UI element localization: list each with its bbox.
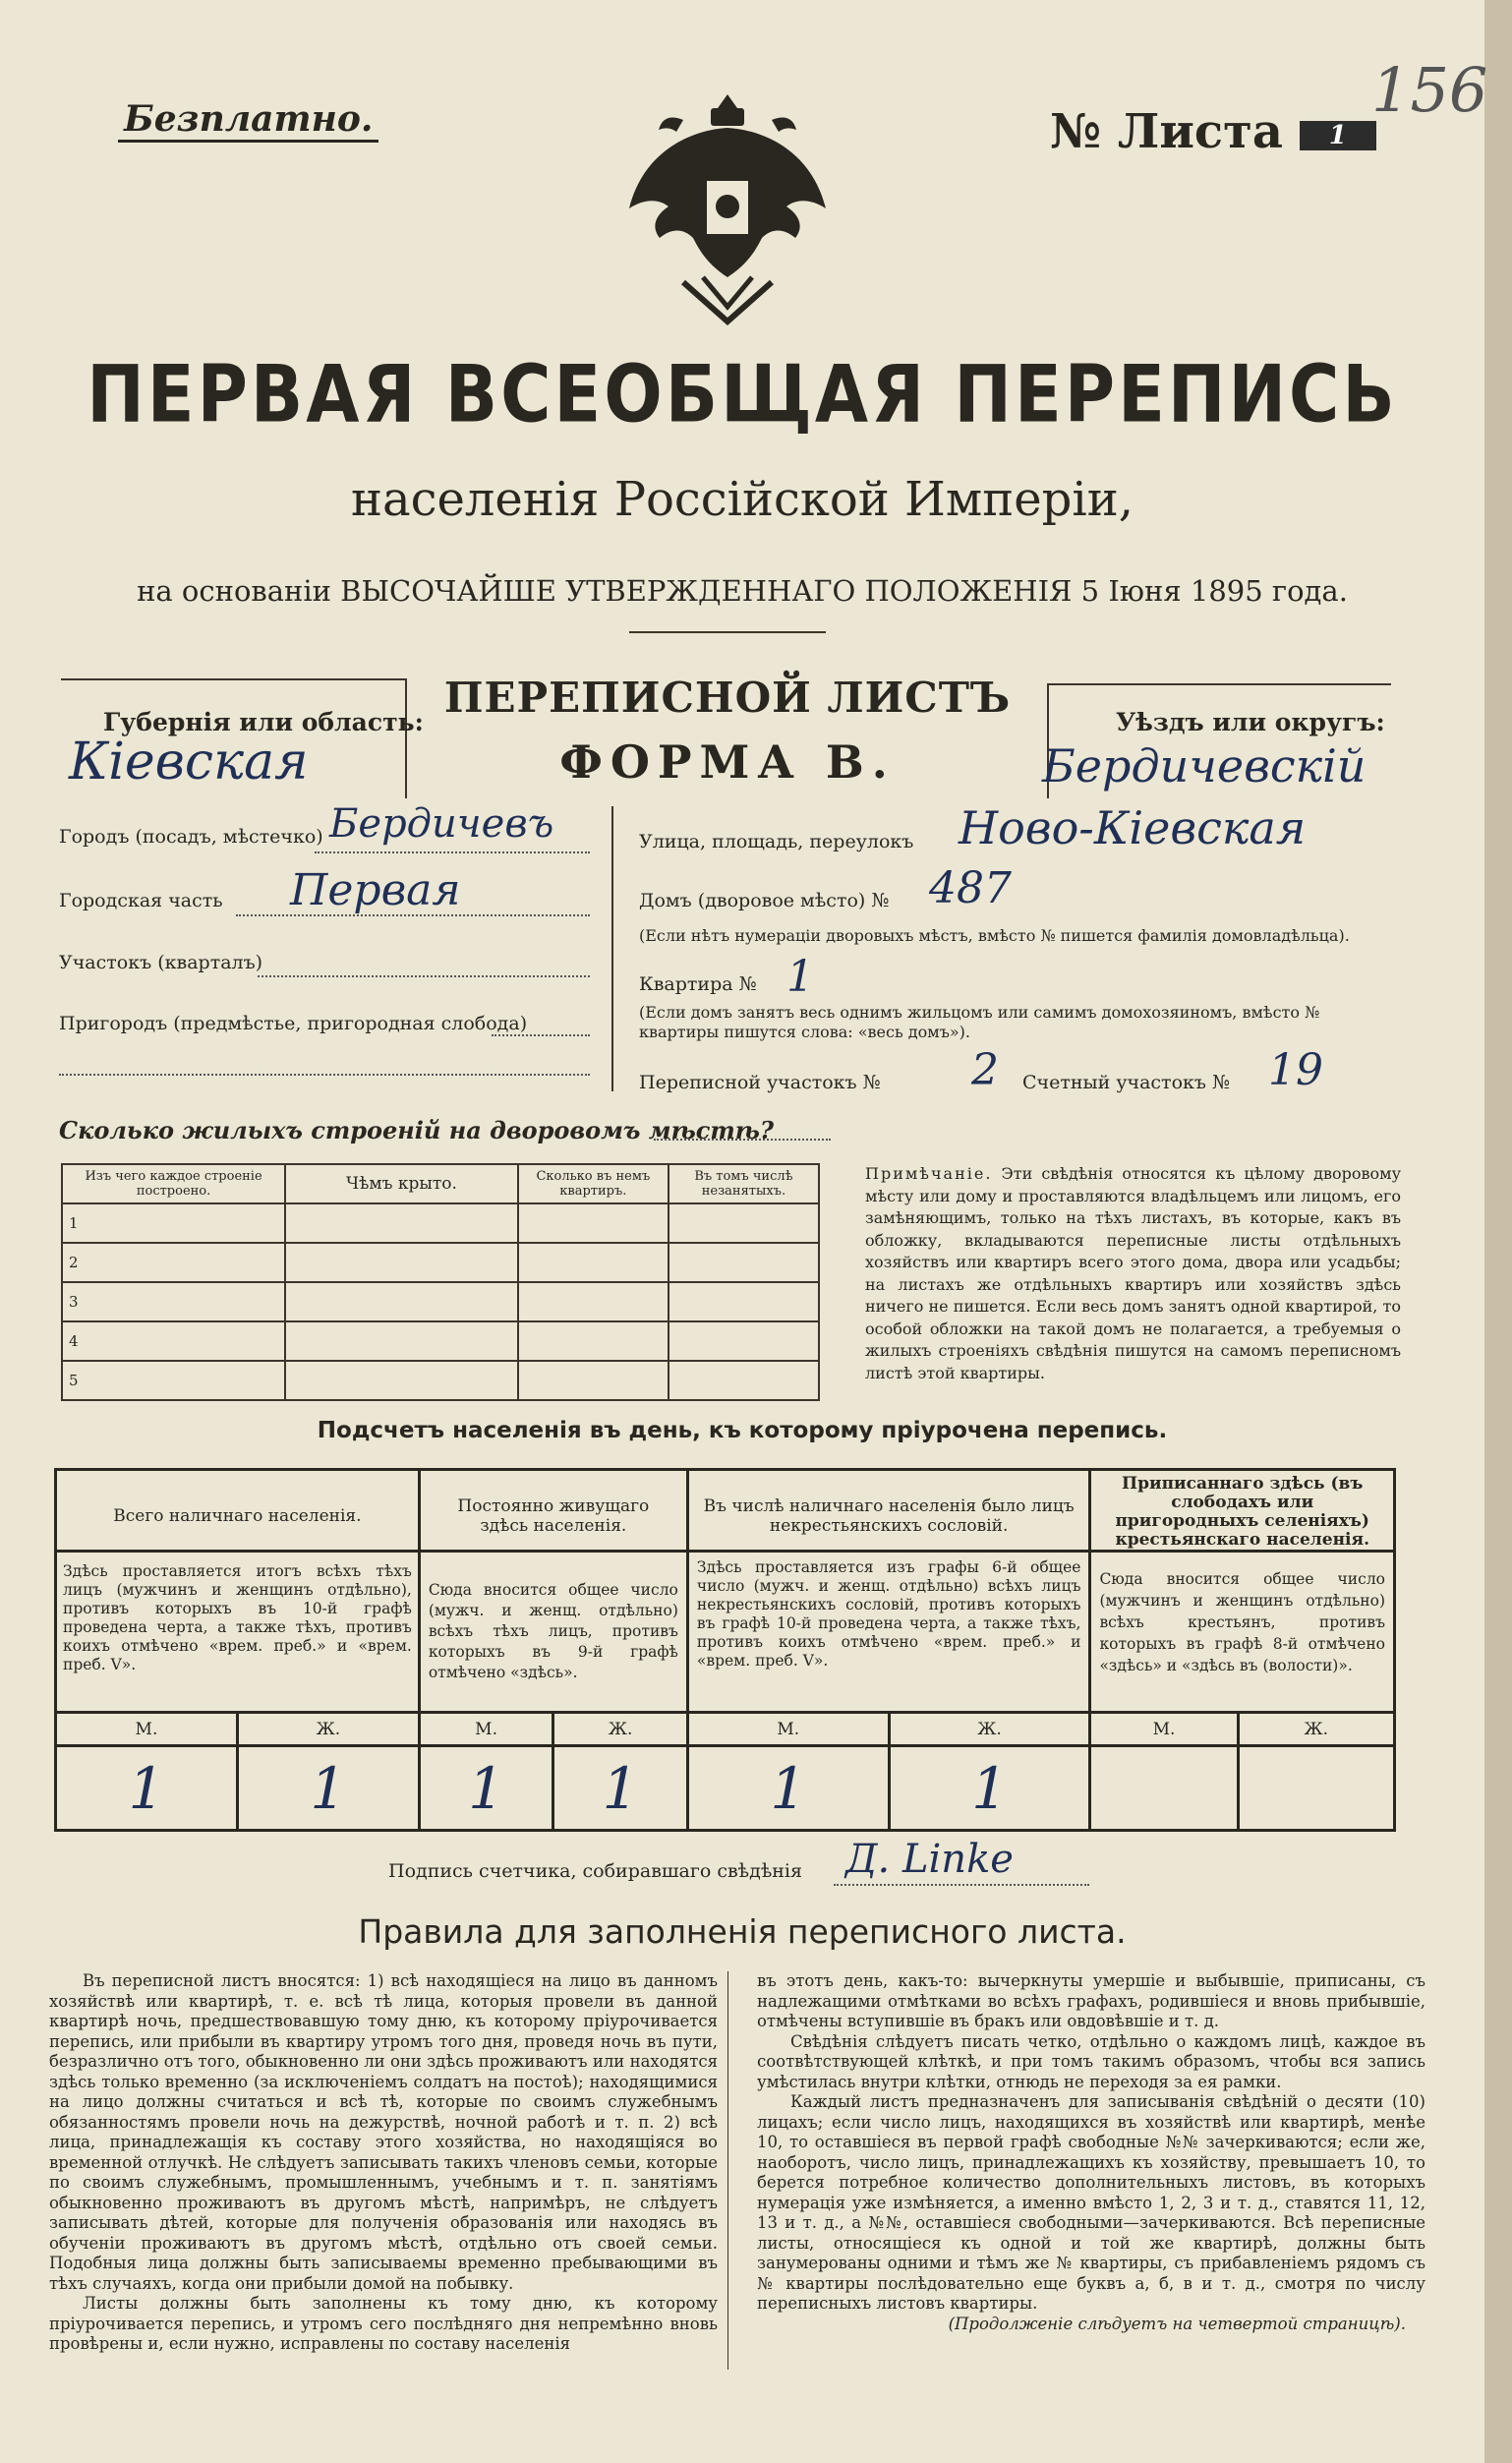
buildings-row: 3 bbox=[62, 1282, 285, 1321]
house-value: 487 bbox=[929, 863, 1012, 913]
col-apartments: Сколько въ немъ квартиръ. bbox=[518, 1164, 669, 1203]
total-male: 1 bbox=[56, 1746, 238, 1831]
col-uninhabited: Въ томъ числѣ незанятыхъ. bbox=[669, 1164, 819, 1203]
sheet-number-label: № Листа bbox=[1050, 104, 1283, 159]
pop-col-nonpeasant-desc: Здѣсь проставляется изъ графы 6-й общее число (мужч. и женщ. отдѣльно) всѣхъ лицъ некрестьянскихъ сословій, противъ которыхъ въ графѣ 10-й проведена черта, а также тѣхъ, противъ коихъ отмѣчено «врем. преб.» и «врем. преб. V». bbox=[687, 1552, 1090, 1713]
street-value: Ново-Кіевская bbox=[959, 801, 1307, 854]
city-label: Городъ (посадъ, мѣстечко) bbox=[59, 826, 323, 848]
peasant-male bbox=[1090, 1746, 1238, 1831]
buildings-row: 4 bbox=[62, 1321, 285, 1361]
district-label: Участокъ (кварталъ) bbox=[59, 952, 263, 973]
signature-line bbox=[834, 1884, 1089, 1886]
pop-col-total-head: Всего наличнаго населенія. bbox=[56, 1470, 420, 1552]
peasant-female bbox=[1238, 1746, 1394, 1831]
col-roof: Чѣмъ крыто. bbox=[285, 1164, 518, 1203]
population-title: Подсчетъ населенія въ день, къ которому пріурочена перепись. bbox=[317, 1418, 1168, 1443]
count-district-label: Счетный участокъ № bbox=[1022, 1072, 1230, 1093]
pop-col-nonpeasant-head: Въ числѣ наличнаго населенія было лицъ некрестьянскихъ сословій. bbox=[687, 1470, 1090, 1552]
part-line bbox=[236, 914, 590, 916]
suburb-line-2 bbox=[59, 1074, 590, 1076]
district-line bbox=[258, 975, 590, 977]
address-divider bbox=[611, 806, 613, 1091]
buildings-row: 1 bbox=[62, 1203, 285, 1243]
subtitle: населенія Россійской Имперіи, bbox=[351, 472, 1134, 527]
gubernia-value: Кіевская bbox=[69, 733, 309, 792]
pop-col-permanent-desc: Сюда вносится общее число (мужч. и женщ. отдѣльно) всѣхъ тѣхъ лицъ, противъ которыхъ въ 9-й графѣ отмѣчено «здѣсь». bbox=[419, 1552, 687, 1713]
part-value: Первая bbox=[290, 865, 461, 915]
sheet-number-value: 1 bbox=[1300, 121, 1376, 150]
nonpeasant-female: 1 bbox=[889, 1746, 1090, 1831]
uezd-label: Уѣздъ или округъ: bbox=[1116, 708, 1385, 736]
archive-number: 156 bbox=[1371, 54, 1488, 126]
title-divider bbox=[629, 631, 826, 633]
census-district-label: Переписной участокъ № bbox=[639, 1072, 881, 1093]
rules-title: Правила для заполненія переписного листа. bbox=[358, 1912, 1127, 1951]
apt-note: (Если домъ занятъ весь однимъ жильцомъ или самимъ домохозяиномъ, вмѣсто № квартиры пишутся слова: «весь домъ»). bbox=[639, 1003, 1320, 1041]
rules-right-p3: Каждый листъ предназначенъ для записыванія свѣдѣній о десяти (10) лицахъ; если число лицъ, находящихся въ хозяйствѣ или квартирѣ, менѣе 10, то оставшіеся въ первой графѣ свободные №№ зачеркиваются; если же, наоборотъ, число лицъ, принадлежащихъ къ хозяйству, превышаетъ 10, то берется потребное количество дополнительныхъ листовъ, въ которыхъ нумерація уже измѣняется, а именно вмѣсто 1, 2, 3 и т. д., ставятся 11, 12, 13 и т. д., а №№, оставшіеся свободными—зачеркиваются. Всѣ переписные листы, относящіеся къ одной и той же квартирѣ, должны быть занумерованы одними и тѣмъ же № квартиры, съ прибавленіемъ рядомъ съ № квартиры послѣдовательно еще буквъ а, б, в и т. д., смотря по числу переписныхъ листовъ квартиры. bbox=[757, 2092, 1425, 2313]
imperial-eagle-icon bbox=[624, 90, 831, 326]
uezd-top-rule bbox=[1047, 683, 1391, 685]
house-note: (Если нѣтъ нумераціи дворовыхъ мѣстъ, вмѣсто № пишется фамилія домовладѣльца). bbox=[639, 926, 1350, 945]
f-label: Ж. bbox=[889, 1713, 1090, 1746]
house-label: Домъ (дворовое мѣсто) № bbox=[639, 890, 890, 911]
rules-left-column bbox=[49, 1971, 718, 2355]
signature-value: Д. Linke bbox=[845, 1837, 1014, 1882]
sheet-number bbox=[1050, 104, 1376, 159]
f-label: Ж. bbox=[1238, 1713, 1394, 1746]
buildings-note bbox=[865, 1163, 1401, 1384]
basis-line: на основаніи ВЫСОЧАЙШЕ УТВЕРЖДЕННАГО ПОЛОЖЕНІЯ 5 Іюня 1895 года. bbox=[137, 574, 1348, 608]
note-text: Эти свѣдѣнія относятся къ цѣлому дворовому мѣсту или дому и проставляются владѣльцемъ или лицомъ, его замѣняющимъ, только на тѣхъ листахъ, въ которые, какъ въ обложку, вкладываются переписные листы отдѣльныхъ хозяйствъ или квартиръ всего этого дома, двора или усадьбы; на листахъ же отдѣльныхъ квартиръ или хозяйствъ здѣсь ничего не пишется. Если весь домъ занятъ одной квартирой, то особой обложки на такой домъ не полагается, а требуемыя о жилыхъ строеніяхъ свѣдѣнія пишутся на самомъ переписномъ листѣ этой квартиры. bbox=[865, 1164, 1401, 1382]
main-title: ПЕРВАЯ ВСЕОБЩАЯ ПЕРЕПИСЬ bbox=[87, 347, 1398, 441]
f-label: Ж. bbox=[237, 1713, 419, 1746]
signature-label: Подпись счетчика, собиравшаго свѣдѣнія bbox=[388, 1860, 802, 1882]
total-female: 1 bbox=[237, 1746, 419, 1831]
apt-label: Квартира № bbox=[639, 973, 757, 995]
m-label: М. bbox=[687, 1713, 889, 1746]
col-material: Изъ чего каждое строеніе построено. bbox=[62, 1164, 285, 1203]
city-value: Бердичевъ bbox=[329, 801, 554, 847]
gubernia-label: Губернія или область: bbox=[103, 708, 424, 736]
pop-col-peasant-desc: Сюда вносится общее число (мужчинъ и женщинъ отдѣльно) всѣхъ крестьянъ, противъ которыхъ въ графѣ 8-й отмѣчено «здѣсь» и «здѣсь въ (волости)». bbox=[1090, 1552, 1395, 1713]
free-label: Безплатно. bbox=[118, 98, 378, 143]
street-label: Улица, площадь, переулокъ bbox=[639, 831, 914, 852]
buildings-row: 2 bbox=[62, 1243, 285, 1282]
suburb-label: Пригородъ (предмѣстье, пригородная слобода) bbox=[59, 1013, 528, 1034]
rules-right-p2: Свѣдѣнія слѣдуетъ писать четко, отдѣльно о каждомъ лицѣ, каждое въ соотвѣтствующей клѣткѣ, и при томъ такимъ образомъ, чтобы вся запись умѣстилась внутри клѣтки, отнюдь не переходя за ея рамки. bbox=[757, 2031, 1425, 2091]
rules-left-p1: Въ переписной листъ вносятся: 1) всѣ находящіеся на лицо въ данномъ хозяйствѣ или квартирѣ, т. е. всѣ тѣ лица, которыя провели въ данной квартирѣ ночь, предшествовавшую тому дню, къ которому пріурочивается перепись, или прибыли въ квартиру утромъ того дня, проведя ночь въ пути, безразлично отъ того, обыкновенно ли они здѣсь проживаютъ или находятся здѣсь только временно (за исключеніемъ солдатъ на постоѣ); находящимися на лицо должны считаться и всѣ тѣ, которые по своимъ служебнымъ обязанностямъ провели ночь на дежурствѣ, ночной работѣ и т. п. 2) всѣ лица, принадлежащія къ составу этого хозяйства, но находящіяся во временной отлучкѣ. Не слѣдуетъ записывать такихъ членовъ семьи, которые по своимъ служебнымъ, промышленнымъ, учебнымъ и т. п. занятіямъ обыкновенно проживаютъ въ другомъ мѣстѣ, напримѣръ, не слѣдуетъ записывать дѣтей, которые для полученія образованія или находясь въ обученіи проживаютъ въ другомъ мѣстѣ, отдѣльно отъ своей семьи. Подобныя лица должны быть записываемы временно пребывающими въ тѣхъ случаяхъ, когда они прибыли домой на побывку. bbox=[49, 1971, 718, 2293]
f-label: Ж. bbox=[553, 1713, 688, 1746]
suburb-line bbox=[492, 1034, 590, 1036]
pop-col-permanent-head: Постоянно живущаго здѣсь населенія. bbox=[419, 1470, 687, 1552]
city-line bbox=[315, 851, 590, 853]
buildings-question-line bbox=[654, 1139, 831, 1141]
pop-col-peasant-head: Приписаннаго здѣсь (въ слободахъ или пригородныхъ селеніяхъ) крестьянскаго населенія. bbox=[1090, 1470, 1395, 1552]
uezd-value: Бердичевскій bbox=[1042, 739, 1367, 792]
m-label: М. bbox=[419, 1713, 553, 1746]
note-title: Примѣчаніе. bbox=[865, 1164, 993, 1183]
buildings-table bbox=[61, 1163, 820, 1401]
buildings-question: Сколько жилыхъ строеній на дворовомъ мѣстѣ? bbox=[59, 1116, 775, 1144]
rules-left-p2: Листы должны быть заполнены къ тому дню, къ которому пріурочивается перепись, и утромъ сего послѣдняго дня непремѣнно вновь провѣрены и, если нужно, исправлены по составу населенія bbox=[49, 2294, 718, 2353]
gubernia-top-rule bbox=[61, 678, 405, 680]
rules-column-divider bbox=[727, 1971, 728, 2370]
pop-col-total-desc: Здѣсь проставляется итогъ всѣхъ тѣхъ лицъ (мужчинъ и женщинъ отдѣльно), противъ которыхъ въ 10-й графѣ проведена черта, а также тѣхъ, противъ коихъ отмѣчено «врем. преб.» и «врем. преб. V». bbox=[56, 1552, 420, 1713]
form-type: ФОРМА В. bbox=[559, 735, 896, 789]
rules-continued: (Продолженіе слѣдуетъ на четвертой страницѣ). bbox=[948, 2314, 1406, 2333]
permanent-female: 1 bbox=[553, 1746, 688, 1831]
apt-value: 1 bbox=[786, 952, 814, 1002]
m-label: М. bbox=[1090, 1713, 1238, 1746]
count-district-value: 19 bbox=[1268, 1045, 1323, 1095]
part-label: Городская часть bbox=[59, 890, 223, 911]
population-table bbox=[54, 1468, 1396, 1832]
rules-right-p1: въ этотъ день, какъ-то: вычеркнуты умершіе и выбывшіе, приписаны, съ надлежащими отмѣтками во всѣхъ графахъ, родившіеся и вновь прибывшіе, отмѣчены вступившіе въ бракъ или овдовѣвшіе и т. д. bbox=[757, 1971, 1425, 2030]
nonpeasant-male: 1 bbox=[687, 1746, 889, 1831]
m-label: М. bbox=[56, 1713, 238, 1746]
buildings-row: 5 bbox=[62, 1361, 285, 1400]
census-district-value: 2 bbox=[971, 1045, 999, 1095]
rules-right-column bbox=[757, 1971, 1425, 2334]
form-name: ПЕРЕПИСНОЙ ЛИСТЪ bbox=[443, 674, 1012, 722]
permanent-male: 1 bbox=[419, 1746, 553, 1831]
gubernia-right-rule bbox=[405, 678, 407, 798]
